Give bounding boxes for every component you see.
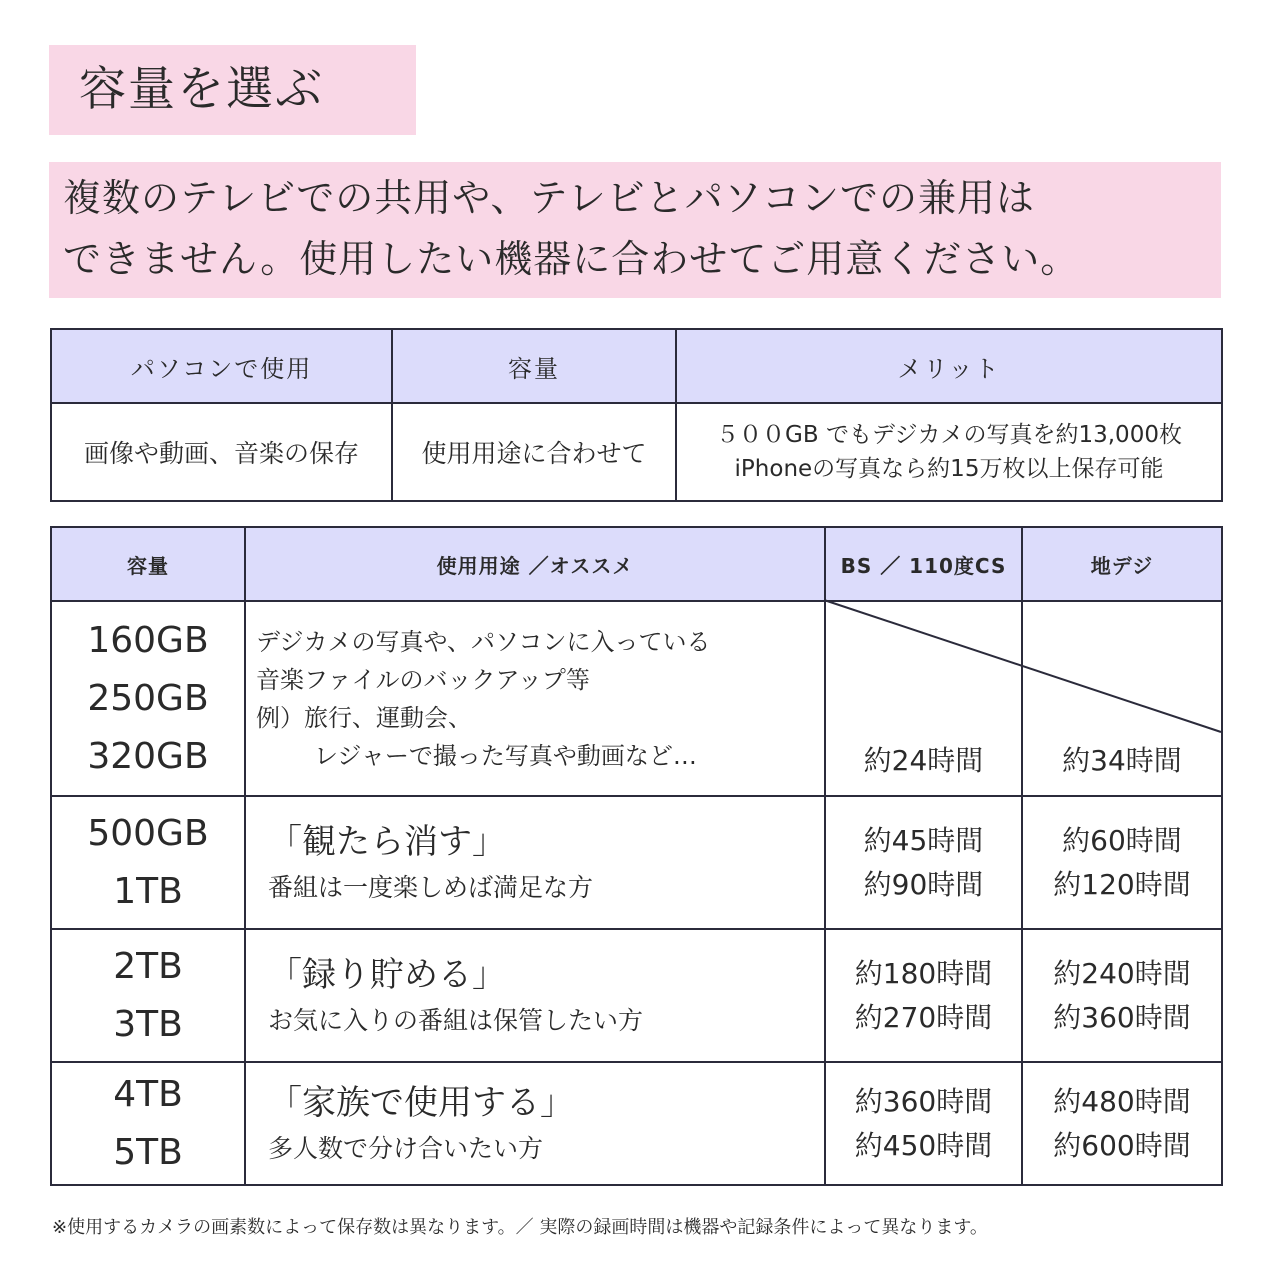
- capacity-value: 250GB: [87, 677, 209, 719]
- bs-hours-cell: [825, 1062, 1022, 1185]
- capacity-value: 320GB: [87, 735, 209, 777]
- terrestrial-hours: 約240時間: [1053, 956, 1191, 990]
- footnote: ※使用するカメラの画素数によって保存数は異なります。／ 実際の録画時間は機器や記録条件によって異なります。: [52, 1217, 988, 1238]
- merit-line-2: iPhoneの写真なら約15万枚以上保存可能: [734, 456, 1164, 482]
- pc-capacity-cell: 使用用途に合わせて: [392, 403, 676, 501]
- pc-header-merit: メリット: [676, 329, 1222, 403]
- bs-hours: 約24時間: [863, 744, 984, 777]
- bs-hours: 約180時間: [854, 956, 993, 990]
- table-row: [51, 796, 1222, 929]
- use-line: レジャーで撮った写真や動画など…: [314, 741, 697, 770]
- bs-hours-cell: [825, 796, 1022, 929]
- bs-hours: 約90時間: [863, 867, 984, 901]
- bs-hours: 約360時間: [854, 1084, 993, 1118]
- pc-merit-cell: [676, 403, 1222, 501]
- use-description: 番組は一度楽しめば満足な方: [268, 872, 594, 902]
- notice-line-2: できません。使用したい機器に合わせてご用意ください。: [63, 237, 1080, 281]
- bs-hours-cell: [825, 929, 1022, 1062]
- notice-box: [49, 162, 1221, 298]
- tv-header-terrestrial: 地デジ: [1022, 527, 1222, 601]
- use-description: 多人数で分け合いたい方: [268, 1133, 544, 1163]
- tv-table-header-row: [51, 527, 1222, 601]
- notice-line-1: 複数のテレビでの共用や、テレビとパソコンでの兼用は: [63, 176, 1035, 220]
- capacity-cell: [51, 929, 245, 1062]
- pc-header-capacity: 容量: [392, 329, 676, 403]
- pc-table-header-row: [51, 329, 1222, 403]
- pc-header-use: パソコンで使用: [51, 329, 392, 403]
- use-cell: [245, 1062, 825, 1185]
- terrestrial-hours: 約34時間: [1062, 744, 1182, 777]
- terrestrial-hours: 約360時間: [1053, 1000, 1191, 1034]
- terrestrial-hours: 約60時間: [1062, 823, 1182, 857]
- bs-hours: 約270時間: [854, 1000, 993, 1034]
- capacity-value: 3TB: [113, 1003, 183, 1045]
- capacity-value: 5TB: [113, 1131, 183, 1173]
- diagonal-strike-line: [824, 600, 1221, 732]
- capacity-cell: [51, 601, 245, 796]
- terrestrial-hours: 約600時間: [1053, 1128, 1191, 1162]
- merit-line-1: ５００GB でもデジカメの写真を約13,000枚: [716, 422, 1182, 448]
- bs-hours: 約45時間: [863, 823, 984, 857]
- pc-use-cell: 画像や動画、音楽の保存: [51, 403, 392, 501]
- terrestrial-hours-cell: [1022, 1062, 1222, 1185]
- use-line: 音楽ファイルのバックアップ等: [256, 665, 590, 694]
- pc-table-row: [51, 403, 1222, 501]
- capacity-cell: [51, 796, 245, 929]
- capacity-value: 1TB: [113, 870, 183, 912]
- capacity-value: 160GB: [87, 619, 209, 661]
- terrestrial-hours-cell: [1022, 796, 1222, 929]
- terrestrial-hours: 約480時間: [1053, 1084, 1191, 1118]
- table-row: [51, 1062, 1222, 1185]
- terrestrial-hours: 約120時間: [1053, 867, 1191, 901]
- use-cell: [245, 796, 825, 929]
- use-title: 「録り貯める」: [268, 954, 506, 995]
- use-description: お気に入りの番組は保管したい方: [268, 1005, 644, 1035]
- tv-header-bs: BS ／ 110度CS: [825, 527, 1022, 601]
- capacity-value: 4TB: [113, 1073, 183, 1115]
- use-title: 「家族で使用する」: [268, 1082, 574, 1123]
- capacity-value: 500GB: [87, 812, 209, 854]
- bs-hours: 約450時間: [854, 1128, 993, 1162]
- use-line: 例）旅行、運動会、: [256, 703, 472, 732]
- capacity-cell: [51, 1062, 245, 1185]
- use-cell: [245, 929, 825, 1062]
- pc-usage-table: [50, 328, 1223, 502]
- tv-header-use: 使用用途 ／オススメ: [245, 527, 825, 601]
- capacity-value: 2TB: [113, 945, 183, 987]
- use-title: 「観たら消す」: [268, 821, 506, 862]
- use-line: デジカメの写真や、パソコンに入っている: [256, 627, 711, 656]
- use-cell: [245, 601, 825, 796]
- terrestrial-hours-cell: [1022, 929, 1222, 1062]
- tv-header-capacity: 容量: [51, 527, 245, 601]
- table-row: [51, 929, 1222, 1062]
- page-title: 容量を選ぶ: [49, 45, 416, 135]
